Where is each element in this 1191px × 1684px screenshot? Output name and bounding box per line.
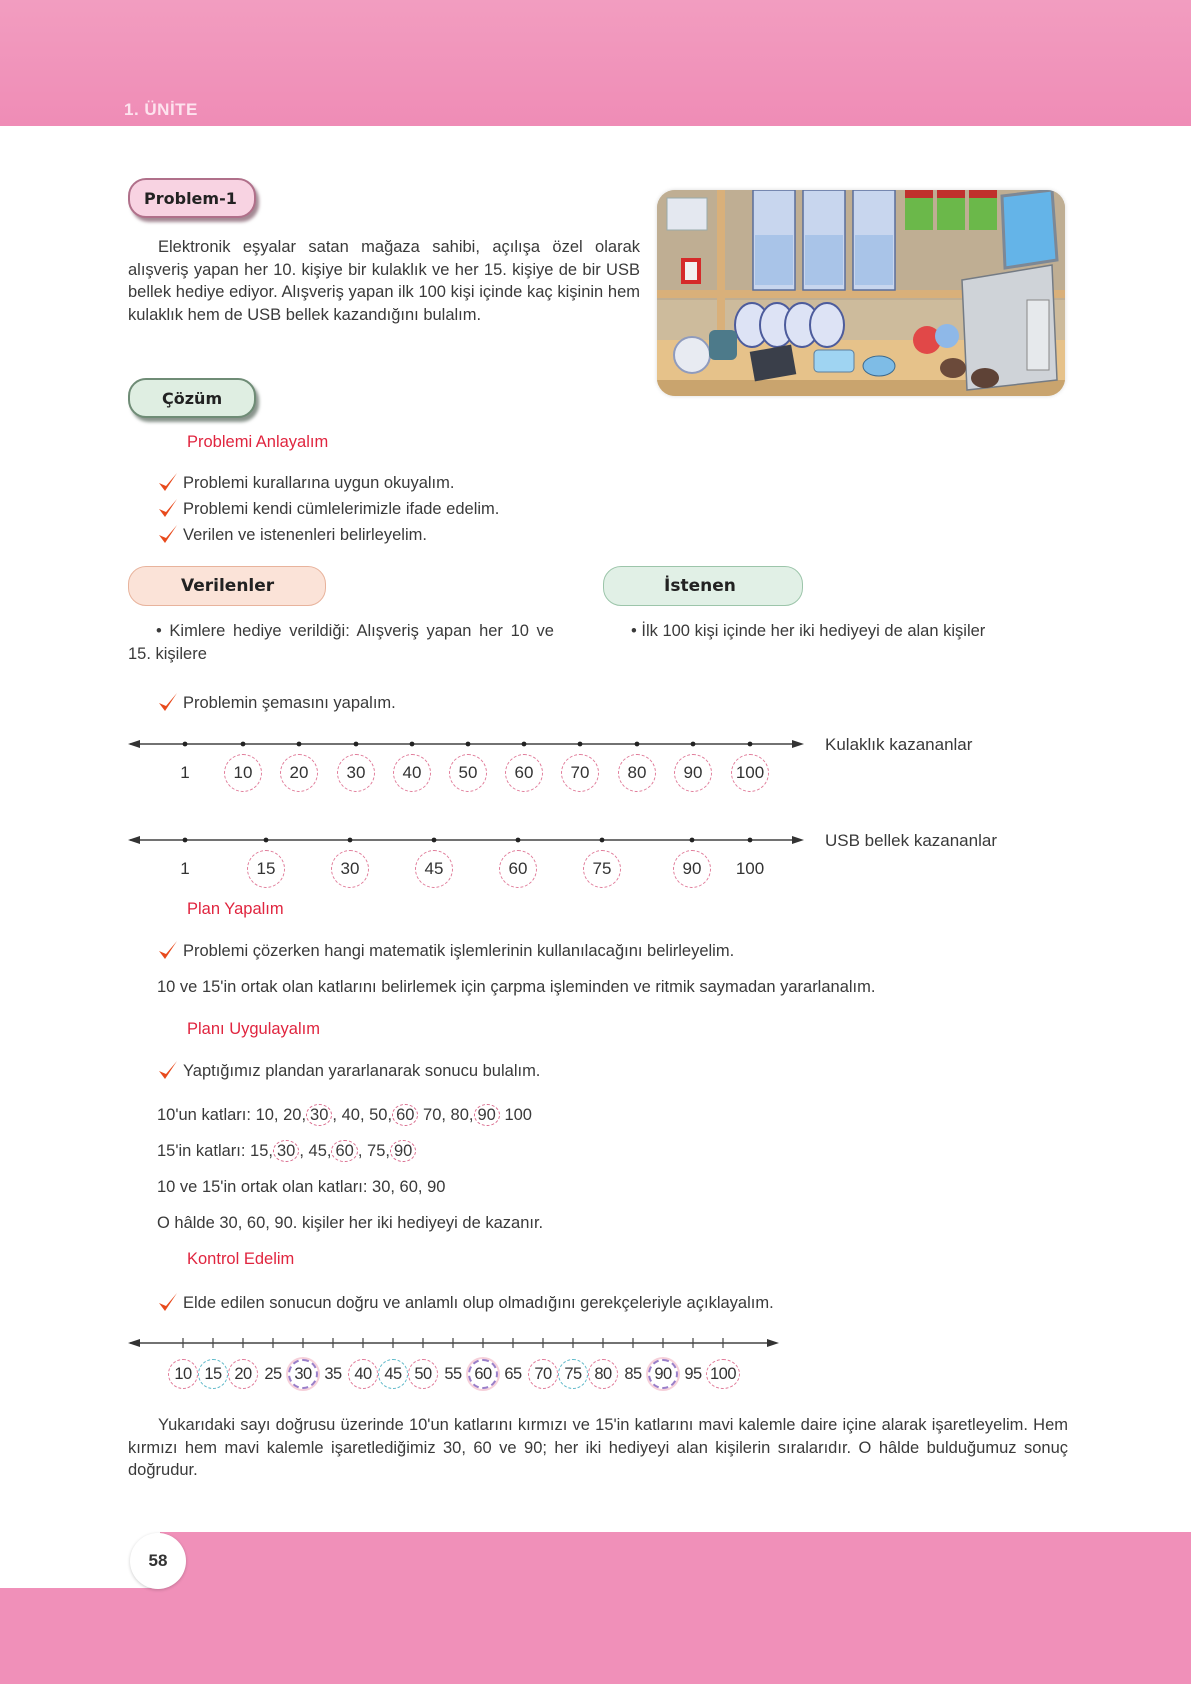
- check-explanation: Yukarıdaki sayı doğrusu üzerinde 10'un katlarını kırmızı ve 15'in katlarını mavi kalemle daire içine alarak işaretleyelim. Hem kırmızı hem mavi kalemle işaretlediğimiz 30, 60 ve 90; her iki hediyeyi alan kişilerin sıralarıdır. O hâlde bulduğumuz sonuç doğrudur.: [128, 1416, 1068, 1479]
- apply-heading: Planı Uygulayalım: [187, 1020, 320, 1038]
- number-line-value-circled: 20: [280, 754, 318, 792]
- check-value-red: 100: [706, 1359, 740, 1389]
- check-value-blue: 75: [558, 1359, 588, 1389]
- number-line-label: Kulaklık kazananlar: [825, 735, 973, 754]
- apply-conclusion: O hâlde 30, 60, 90. kişiler her iki hediyeyi de kazanır.: [157, 1214, 544, 1232]
- plan-text: 10 ve 15'in ortak olan katlarını belirlemek için çarpma işleminden ve ritmik saymadan yararlanalım.: [157, 978, 876, 996]
- multiples-of-10: 10'un katları: 10, 20, 30 , 40, 50, 60 70, 80, 90 100: [157, 1106, 532, 1124]
- apply-step: Yaptığımız plandan yararlanarak sonucu bulalım.: [157, 1060, 540, 1082]
- given-text: • Kimlere hediye verildiği: Alışveriş yapan her 10 ve 15. kişilere: [128, 622, 554, 663]
- page-number: 58: [130, 1533, 186, 1589]
- number-line-value-circled: 30: [331, 850, 369, 888]
- number-line-value: 100: [735, 859, 765, 878]
- check-value: 25: [264, 1364, 282, 1383]
- check-value: 95: [684, 1364, 702, 1383]
- check-value-blue: 45: [378, 1359, 408, 1389]
- check-value-both: 30: [288, 1359, 318, 1389]
- bullet: •: [631, 622, 642, 640]
- understand-item: Problemi kurallarına uygun okuyalım.: [157, 472, 454, 494]
- wanted-text: • İlk 100 kişi içinde her iki hediyeyi de alan kişiler: [631, 622, 986, 640]
- check-value-red: 10: [168, 1359, 198, 1389]
- number-line-value-circled: 60: [499, 850, 537, 888]
- circled-common-multiple: 30: [273, 1140, 299, 1162]
- number-line-value-circled: 90: [674, 754, 712, 792]
- check-value-blue: 15: [198, 1359, 228, 1389]
- number-line-value-circled: 45: [415, 850, 453, 888]
- understand-heading: Problemi Anlayalım: [187, 433, 329, 451]
- check-value-red: 20: [228, 1359, 258, 1389]
- check-value-both: 90: [648, 1359, 678, 1389]
- schema-step: Problemin şemasını yapalım.: [157, 692, 396, 714]
- solution-badge: Çözüm: [128, 378, 256, 418]
- plan-heading: Plan Yapalım: [187, 900, 284, 918]
- unit-label: 1. ÜNİTE: [124, 100, 198, 119]
- given-badge: Verilenler: [128, 566, 326, 606]
- number-line-value-circled: 40: [393, 754, 431, 792]
- check-value-red: 70: [528, 1359, 558, 1389]
- circled-common-multiple: 90: [390, 1140, 416, 1162]
- number-line-value: 1: [180, 763, 190, 782]
- problem-text: Elektronik eşyalar satan mağaza sahibi, açılışa özel olarak alışveriş yapan her 10. kişiye bir kulaklık ve her 15. kişiye de bir USB bellek hediye ediyor. Alışveriş yapan ilk 100 kişi içinde kaç kişinin hem kulaklık hem de USB bellek kazandığını bulalım.: [128, 238, 640, 324]
- understand-item: Verilen ve istenenleri belirleyelim.: [157, 524, 427, 546]
- circled-common-multiple: 60: [331, 1140, 357, 1162]
- check-heading: Kontrol Edelim: [187, 1250, 295, 1268]
- wanted-badge: İstenen: [603, 566, 803, 606]
- understand-item: Problemi kendi cümlelerimizle ifade edelim.: [157, 498, 499, 520]
- check-value-both: 60: [468, 1359, 498, 1389]
- circled-common-multiple: 90: [474, 1104, 500, 1126]
- problem-badge: Problem-1: [128, 178, 256, 218]
- circled-common-multiple: 60: [392, 1104, 418, 1126]
- number-line-label: USB bellek kazananlar: [825, 831, 997, 850]
- multiples-of-15: 15'in katları: 15, 30 , 45, 60 , 75, 90: [157, 1140, 416, 1163]
- number-line-value: 1: [180, 859, 190, 878]
- check-value-red: 40: [348, 1359, 378, 1389]
- number-line-value-circled: 15: [247, 850, 285, 888]
- check-value: 65: [504, 1364, 522, 1383]
- number-line-value-circled: 90: [673, 850, 711, 888]
- bullet: •: [156, 622, 170, 640]
- check-step: Elde edilen sonucun doğru ve anlamlı olup olmadığını gerekçeleriyle açıklayalım.: [157, 1292, 774, 1314]
- number-line-value-circled: 75: [583, 850, 621, 888]
- number-line-value-circled: 50: [449, 754, 487, 792]
- check-value: 85: [624, 1364, 642, 1383]
- number-line-value-circled: 30: [337, 754, 375, 792]
- plan-step: Problemi çözerken hangi matematik işlemlerinin kullanılacağını belirleyelim.: [157, 940, 734, 962]
- common-multiples-line: 10 ve 15'in ortak olan katları: 30, 60, 90: [157, 1178, 446, 1196]
- check-value-red: 50: [408, 1359, 438, 1389]
- circled-common-multiple: 30: [306, 1104, 332, 1126]
- number-line-value-circled: 70: [561, 754, 599, 792]
- number-line-value-circled: 100: [731, 754, 769, 792]
- check-value: 35: [324, 1364, 342, 1383]
- check-value-red: 80: [588, 1359, 618, 1389]
- number-line-value-circled: 60: [505, 754, 543, 792]
- check-value: 55: [444, 1364, 462, 1383]
- number-line-value-circled: 80: [618, 754, 656, 792]
- number-line-value-circled: 10: [224, 754, 262, 792]
